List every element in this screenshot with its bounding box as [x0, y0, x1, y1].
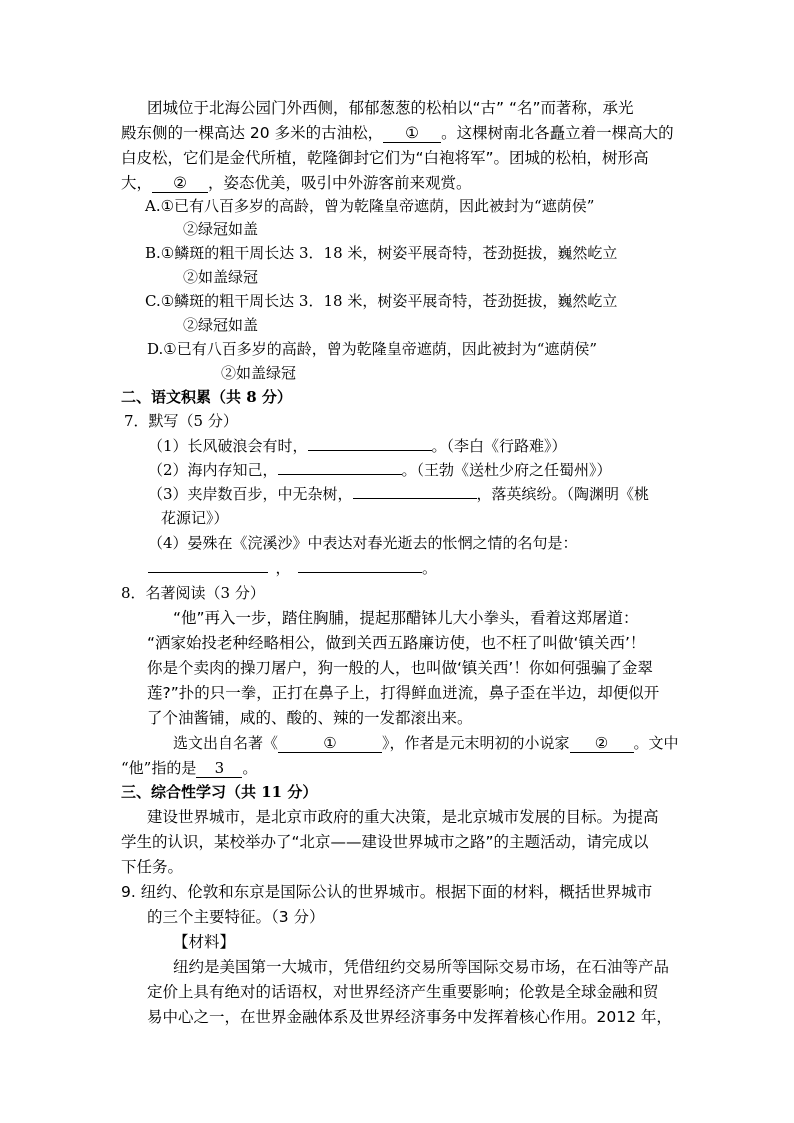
- question-7-4-blanks: [148, 557, 437, 579]
- section-3-para-line-2: 学生的认识，某校举办了“北京——建设世界城市之路”的主题活动，请完成以: [121, 833, 649, 851]
- question-text: （3）夹岸数百步，中无杂树，: [148, 485, 353, 503]
- question-7-4: （4）晏殊在《浣溪沙》中表达对春光逝去的怅惘之情的名句是：: [148, 534, 578, 552]
- section-2-heading: 二、语文积累（共 8 分）: [121, 388, 292, 406]
- question-text: ，落英缤纷。（陶渊明《桃: [476, 485, 650, 503]
- passage-line-4: [121, 172, 472, 194]
- excerpt-line-4: 莲?”扑的只一拳，正打在鼻子上，打得鲜血迸流，鼻子歪在半边，却便似开: [147, 684, 660, 702]
- option-b-line-2: ②如盖绿冠: [183, 268, 259, 286]
- excerpt-line-5: 了个油酱铺，咸的、酸的、辣的一发都滚出来。: [147, 709, 473, 727]
- material-label: 【材料】: [173, 933, 236, 951]
- excerpt-line-3: 你是个卖肉的操刀屠户，狗一般的人，也叫做‘镇关西’！你如何强骗了金翠: [147, 659, 653, 677]
- blank-2: ②: [152, 174, 208, 193]
- question-text: 选文出自名著《: [173, 734, 279, 752]
- question-7: 7．默写（5 分）: [124, 412, 238, 430]
- question-7-1: [148, 435, 567, 457]
- option-b-line-1: B.①鳞斑的粗干周长达 3．18 米，树姿平展奇特，苍劲挺拔，巍然屹立: [145, 244, 618, 262]
- question-text: 。（李白《行路难》）: [431, 437, 567, 455]
- option-a-line-2: ②绿冠如盖: [183, 220, 259, 238]
- option-c-line-2: ②绿冠如盖: [183, 316, 259, 334]
- question-text: 》，作者是元末明初的小说家: [382, 734, 570, 752]
- question-text: 。（王勃《送杜少府之任蜀州》）: [401, 461, 612, 479]
- period: 。: [422, 559, 438, 577]
- question-text: 。文中: [633, 734, 679, 752]
- passage-line-3: 白皮松，它们是金代所植，乾隆御封它们为“白袍将军”。团城的松柏，树形高: [121, 149, 649, 167]
- passage-text: ，姿态优美，吸引中外游客前来观赏。: [208, 174, 472, 192]
- section-3-heading: 三、综合性学习（共 11 分）: [121, 783, 318, 801]
- excerpt-line-2: “洒家始投老种经略相公，做到关西五路廉访使，也不枉了叫做‘镇关西’！: [147, 634, 646, 652]
- question-8: 8．名著阅读（3 分）: [121, 584, 265, 602]
- section-3-para-line-1: 建设世界城市，是北京市政府的重大决策，是北京城市发展的目标。为提高: [147, 808, 659, 826]
- option-d-line-2: ②如盖绿冠: [221, 364, 297, 382]
- answer-blank: [278, 474, 402, 475]
- answer-blank: [298, 572, 422, 573]
- blank-3: 3: [196, 759, 242, 778]
- question-8-prompt-2: [121, 757, 257, 779]
- question-text: 。: [242, 759, 258, 777]
- answer-blank: [148, 572, 268, 573]
- answer-blank: [308, 450, 432, 451]
- material-line-3: 易中心之一，在世界金融体系及世界经济事务中发挥着核心作用。2012 年，: [147, 1008, 672, 1026]
- blank-1: ①: [383, 124, 441, 143]
- passage-text: 。这棵树南北各矗立着一棵高大的: [441, 124, 674, 142]
- passage-line-2: [121, 122, 674, 144]
- question-7-2: [148, 459, 612, 481]
- question-8-prompt-1: [173, 732, 679, 754]
- material-line-2: 定价上具有绝对的话语权，对世界经济产生重要影响；伦敦是全球金融和贸: [147, 983, 659, 1001]
- question-7-3-cont: 花源记》）: [161, 509, 229, 527]
- question-9-line-1: 9. 纽约、伦敦和东京是国际公认的世界城市。根据下面的材料，概括世界城市: [121, 883, 653, 901]
- option-d-line-1: D.①已有八百多岁的高龄，曾为乾隆皇帝遮荫，因此被封为“遮荫侯”: [147, 340, 598, 358]
- question-9-line-2: 的三个主要特征。（3 分）: [147, 908, 325, 926]
- option-a-line-1: A.①已有八百多岁的高龄，曾为乾隆皇帝遮荫，因此被封为“遮荫侯”: [145, 197, 595, 215]
- question-7-3: [148, 483, 649, 505]
- section-3-para-line-3: 下任务。: [121, 858, 184, 876]
- passage-line-1: 团城位于北海公园门外西侧，郁郁葱葱的松柏以“古” “名”而著称，承光: [147, 99, 634, 117]
- blank-2: ②: [570, 734, 634, 753]
- separator: ，: [275, 559, 291, 577]
- material-line-1: 纽约是美国第一大城市，凭借纽约交易所等国际交易市场，在石油等产品: [173, 958, 670, 976]
- passage-text: 殿东侧的一棵高达 20 多米的古油松，: [121, 124, 384, 142]
- blank-1: ①: [278, 734, 382, 753]
- question-text: （2）海内存知己，: [148, 461, 278, 479]
- question-text: “他”指的是: [121, 759, 197, 777]
- answer-blank: [353, 498, 477, 499]
- passage-text: 大，: [121, 174, 153, 192]
- option-c-line-1: C.①鳞斑的粗干周长达 3．18 米，树姿平展奇特，苍劲挺拔，巍然屹立: [145, 292, 618, 310]
- question-text: （1）长风破浪会有时，: [148, 437, 308, 455]
- excerpt-line-1: “他”再入一步，踏住胸脯，提起那醋钵儿大小拳头，看着这郑屠道：: [173, 609, 639, 627]
